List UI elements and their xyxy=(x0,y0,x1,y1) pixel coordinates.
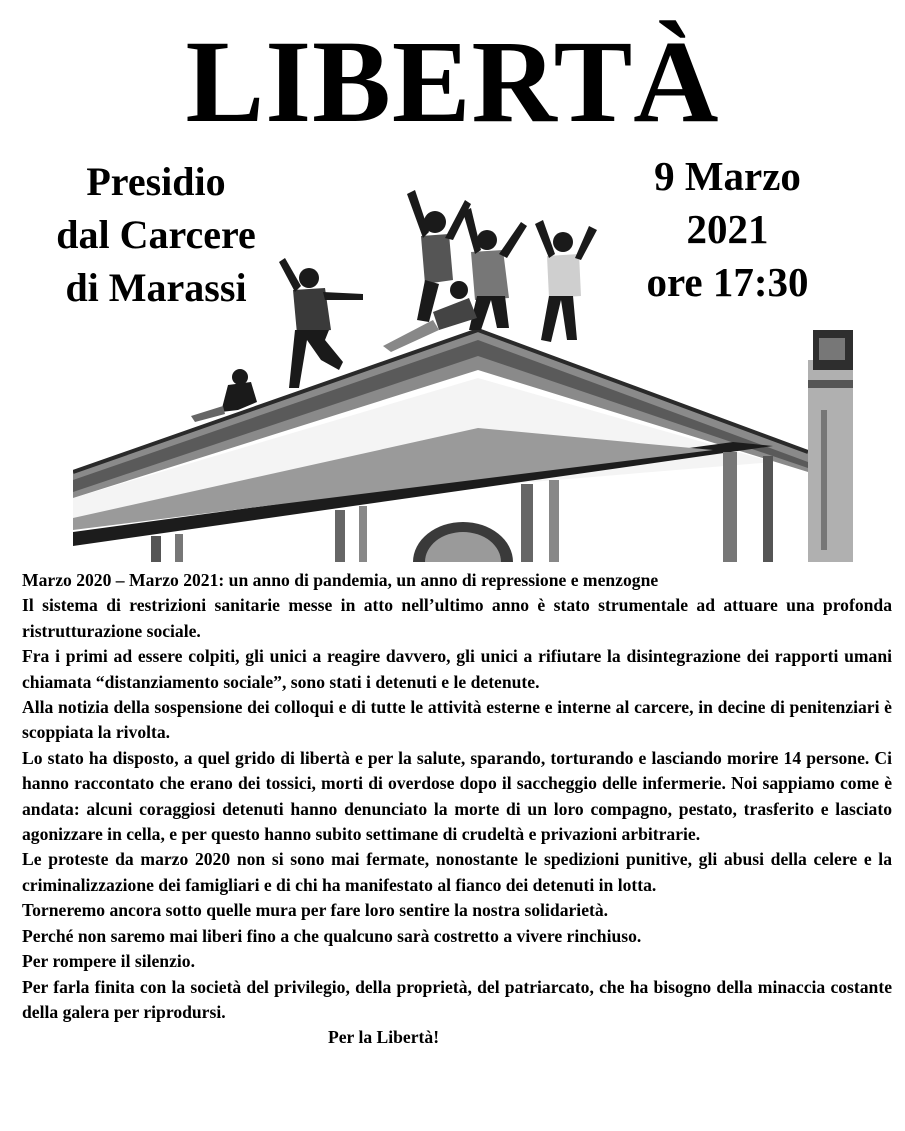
rooftop-protest-photo xyxy=(73,180,853,562)
body-text xyxy=(22,568,892,1051)
paragraph: Per farla finita con la società del privilegio, della proprietà, del patriarcato, che ha bisogno della minaccia costante della galera per riprodursi. xyxy=(22,976,892,1022)
location-line: Presidio xyxy=(86,159,226,204)
paragraph: Lo stato ha disposto, a quel grido di libertà e per la salute, sparando, torturando e lasciando morire 14 persone. Ci hanno raccontato che erano dei tossici, morti di overdose dopo il saccheggio delle infermerie. Noi sappiamo come è andata: alcuni coraggiosi detenuti hanno denunciato la morte di un loro compagno, pestato, trasferito e lasciato agonizzare in cella, e per questo hanno subito settimane di crudeltà e privazioni arbitrarie. xyxy=(22,747,892,845)
paragraph: Fra i primi ad essere colpiti, gli unici a reagire davvero, gli unici a rifiutare la disintegrazione dei rapporti umani chiamata “distanziamento sociale”, sono stati i detenuti e le detenute. xyxy=(22,646,892,692)
year-line: 2021 xyxy=(686,206,769,252)
location-line: dal Carcere xyxy=(56,212,256,257)
paragraph: Marzo 2020 – Marzo 2021: un anno di pandemia, un anno di repressione e menzogne xyxy=(22,570,659,590)
time-line: ore 17:30 xyxy=(646,259,809,305)
paragraph: Perché non saremo mai liberi fino a che qualcuno sarà costretto a vivere rinchiuso. xyxy=(22,925,642,946)
closing-line: Per la Libertà! xyxy=(328,1027,440,1048)
date-line: 9 Marzo xyxy=(654,153,801,199)
location-line: di Marassi xyxy=(65,265,247,310)
protester-figure xyxy=(535,220,597,342)
paragraph: Alla notizia della sospensione dei colloqui e di tutte le attività esterne e interne al carcere, in decine di penitenziari è scoppiata la rivolta. xyxy=(22,697,892,743)
paragraph: Le proteste da marzo 2020 non si sono mai fermate, nonostante le spedizioni punitive, gli abusi della celere e la criminalizzazione dei famigliari e di chi ha manifestato al fianco dei detenuti in lotta. xyxy=(22,849,892,895)
protester-figure xyxy=(279,258,363,388)
paragraph: Torneremo ancora sotto quelle mura per fare loro sentire la nostra solidarietà. xyxy=(22,900,609,921)
paragraph: Per rompere il silenzio. xyxy=(22,951,195,972)
poster-title: LIBERTÀ xyxy=(185,16,720,147)
paragraph: Il sistema di restrizioni sanitarie messe in atto nell’ultimo anno è stato strumentale ad attuare una profonda ristrutturazione sociale. xyxy=(22,595,892,641)
